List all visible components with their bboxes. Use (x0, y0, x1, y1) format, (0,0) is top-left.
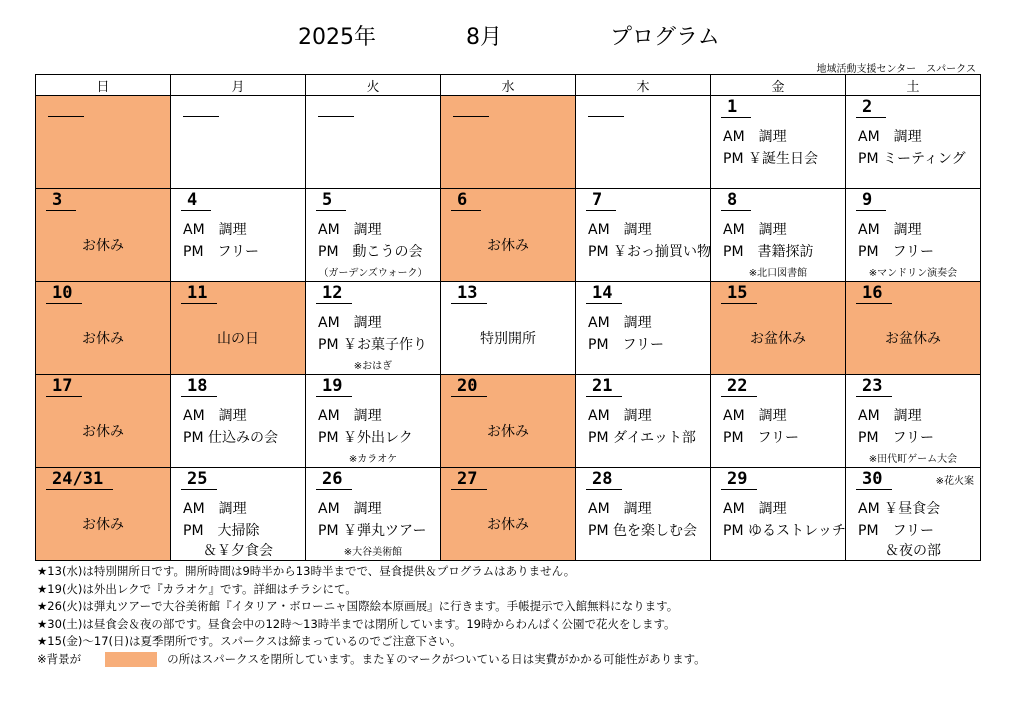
day-cell (306, 96, 441, 189)
pm-program: PM ￥外出レク (318, 430, 413, 446)
weekday-tue: 火 (306, 75, 441, 96)
day-cell (711, 189, 846, 282)
day-cell (171, 468, 306, 561)
day-number: 11 (181, 284, 217, 304)
day-number: 12 (316, 284, 352, 304)
am-program: AM 調理 (858, 129, 922, 145)
am-program: AM 調理 (588, 315, 652, 331)
am-program: AM 調理 (318, 315, 382, 331)
footer-note: ★13(水)は特別開所日です。開所時間は9時半から13時半までで、昼食提供＆プログラムはありません。 (37, 564, 576, 578)
empty-day-dash (48, 116, 84, 117)
day-note: ※北口図書館 (748, 268, 808, 279)
day-note: ※マンドリン演奏会 (868, 268, 958, 279)
footer-note: ★15(金)～17(日)は夏季閉所です。スパークスは締まっているのでご注意下さい。 (37, 634, 462, 648)
day-number: 25 (181, 470, 217, 490)
day-status: 特別開所 (480, 331, 536, 347)
extra-program: ＆￥夕食会 (203, 543, 273, 559)
weekday-sat: 土 (846, 75, 981, 96)
day-number: 18 (181, 377, 217, 397)
pm-program: PM ダイエット部 (588, 430, 696, 446)
day-cell (441, 189, 576, 282)
am-program: AM 調理 (183, 222, 247, 238)
day-number: 13 (451, 284, 487, 304)
am-program: AM 調理 (318, 501, 382, 517)
day-status: お休み (82, 517, 124, 533)
pm-program: PM ￥おっ揃買い物 (588, 244, 711, 260)
am-program: AM 調理 (183, 501, 247, 517)
am-program: AM 調理 (318, 222, 382, 238)
week-row (36, 375, 981, 468)
day-cell (846, 282, 981, 375)
day-status: お盆休み (750, 331, 806, 347)
closed-color-swatch (105, 652, 157, 667)
empty-day-dash (453, 116, 489, 117)
day-number: 2 (856, 98, 886, 118)
day-cell (711, 282, 846, 375)
footer-note: ★19(火)は外出レクで『カラオケ』です。詳細はチラシにて。 (37, 581, 357, 596)
day-note: （ガーデンズウォーク） (318, 268, 428, 279)
day-cell (711, 468, 846, 561)
day-number: 28 (586, 470, 622, 490)
day-number: 29 (721, 470, 757, 490)
pm-program: PM フリー (723, 430, 799, 446)
pm-program: PM フリー (183, 244, 259, 260)
footer-notes (37, 563, 706, 668)
am-program: AM 調理 (723, 129, 787, 145)
day-status: お休み (82, 424, 124, 440)
pm-program: PM 動こうの会 (318, 244, 423, 260)
weekday-sun: 日 (36, 75, 171, 96)
day-number: 10 (46, 284, 82, 304)
legend-line (37, 651, 706, 669)
day-note: ※田代町ゲーム大会 (868, 454, 958, 465)
day-number: 26 (316, 470, 352, 490)
pm-program: PM ￥誕生日会 (723, 151, 818, 167)
am-program: AM 調理 (183, 408, 247, 424)
weekday-thu: 木 (576, 75, 711, 96)
am-program: AM ￥昼食会 (858, 501, 941, 517)
day-status: お休み (487, 238, 529, 254)
day-number: 7 (586, 191, 616, 211)
day-cell (711, 96, 846, 189)
day-cell (846, 468, 981, 561)
day-cell (441, 282, 576, 375)
day-number: 15 (721, 284, 757, 304)
title-month: 8月 (466, 25, 502, 50)
day-cell (36, 375, 171, 468)
day-cell (441, 375, 576, 468)
weekday-mon: 月 (171, 75, 306, 96)
legend-prefix: ※背景が (37, 651, 82, 666)
day-cell (306, 189, 441, 282)
day-cell (711, 375, 846, 468)
day-cell (36, 468, 171, 561)
day-cell (846, 375, 981, 468)
legend-suffix: の所はスパークスを閉所しています。また￥のマークがついている日は実費がかかる可能性があります。 (167, 651, 706, 666)
empty-day-dash (183, 116, 219, 117)
day-status: 山の日 (217, 331, 259, 347)
day-number: 30 (856, 470, 892, 490)
am-program: AM 調理 (318, 408, 382, 424)
pm-program: PM ミーティング (858, 151, 966, 167)
day-cell (576, 96, 711, 189)
organization-name: 地域活動支援センター スパークス (816, 64, 976, 75)
week-row (36, 96, 981, 189)
extra-program: ＆夜の部 (885, 543, 941, 559)
day-number: 5 (316, 191, 346, 211)
day-cell (846, 189, 981, 282)
day-number: 17 (46, 377, 82, 397)
pm-program: PM 仕込みの会 (183, 430, 278, 446)
pm-program: PM ￥弾丸ツアー (318, 523, 427, 539)
day-cell (576, 282, 711, 375)
am-program: AM 調理 (723, 501, 787, 517)
day-number: 20 (451, 377, 487, 397)
pm-program: PM 色を楽しむ会 (588, 523, 697, 539)
day-cell (171, 282, 306, 375)
week-row (36, 282, 981, 375)
pm-program: PM フリー (858, 430, 934, 446)
day-number: 21 (586, 377, 622, 397)
day-status: お休み (82, 331, 124, 347)
day-status: お休み (487, 424, 529, 440)
day-cell (171, 375, 306, 468)
empty-day-dash (588, 116, 624, 117)
pm-program: PM フリー (588, 337, 664, 353)
day-number: 22 (721, 377, 757, 397)
pm-program: PM 大掃除 (183, 523, 260, 539)
day-cell (576, 468, 711, 561)
weekday-wed: 水 (441, 75, 576, 96)
week-row (36, 189, 981, 282)
day-number: 1 (721, 98, 751, 118)
weekday-header-row (36, 75, 981, 96)
am-program: AM 調理 (588, 408, 652, 424)
day-cell (36, 96, 171, 189)
day-number: 23 (856, 377, 892, 397)
am-program: AM 調理 (858, 408, 922, 424)
pm-program: PM 書籍探訪 (723, 244, 814, 260)
day-cell (306, 375, 441, 468)
footer-note: ★26(火)は弾丸ツアーで大谷美術館『イタリア・ボローニャ国際絵本原画展』に行きます。手帳提示で入館無料になります。 (37, 599, 679, 613)
pm-program: PM フリー (858, 523, 934, 539)
day-cell (576, 189, 711, 282)
am-program: AM 調理 (723, 408, 787, 424)
day-number: 6 (451, 191, 481, 211)
day-note: ※大谷美術館 (343, 547, 403, 558)
calendar-table (35, 74, 981, 561)
day-number: 19 (316, 377, 352, 397)
weekday-fri: 金 (711, 75, 846, 96)
day-number: 14 (586, 284, 622, 304)
day-cell (846, 96, 981, 189)
day-number: 27 (451, 470, 487, 490)
am-program: AM 調理 (588, 222, 652, 238)
day-note: ※カラオケ (348, 454, 398, 465)
day-status: お休み (487, 517, 529, 533)
day-cell (171, 189, 306, 282)
day-cell (576, 375, 711, 468)
day-number: 9 (856, 191, 886, 211)
am-program: AM 調理 (858, 222, 922, 238)
day-number: 8 (721, 191, 751, 211)
day-cell (36, 189, 171, 282)
day-number: 16 (856, 284, 892, 304)
calendar-body (36, 96, 981, 561)
day-number: 3 (46, 191, 76, 211)
day-cell (441, 96, 576, 189)
title-year: 2025年 (298, 25, 376, 50)
day-cell (36, 282, 171, 375)
empty-day-dash (318, 116, 354, 117)
day-cell (441, 468, 576, 561)
title-program: プログラム (610, 25, 720, 50)
day-number: 4 (181, 191, 211, 211)
footer-note: ★30(土)は昼食会＆夜の部です。昼食会中の12時～13時半までは閉所しています。19時からわんぱく公園で花火をします。 (37, 616, 676, 631)
day-cell (306, 282, 441, 375)
day-side-note: ※花火案 (935, 476, 974, 487)
am-program: AM 調理 (723, 222, 787, 238)
day-note: ※おはぎ (353, 361, 393, 372)
pm-program: PM ￥お菓子作り (318, 337, 427, 353)
pm-program: PM ゆるストレッチ (723, 523, 846, 539)
week-row (36, 468, 981, 561)
day-cell (306, 468, 441, 561)
pm-program: PM フリー (858, 244, 934, 260)
day-cell (171, 96, 306, 189)
am-program: AM 調理 (588, 501, 652, 517)
day-status: お盆休み (885, 331, 941, 347)
day-status: お休み (82, 238, 124, 254)
day-number: 24/31 (46, 470, 113, 490)
